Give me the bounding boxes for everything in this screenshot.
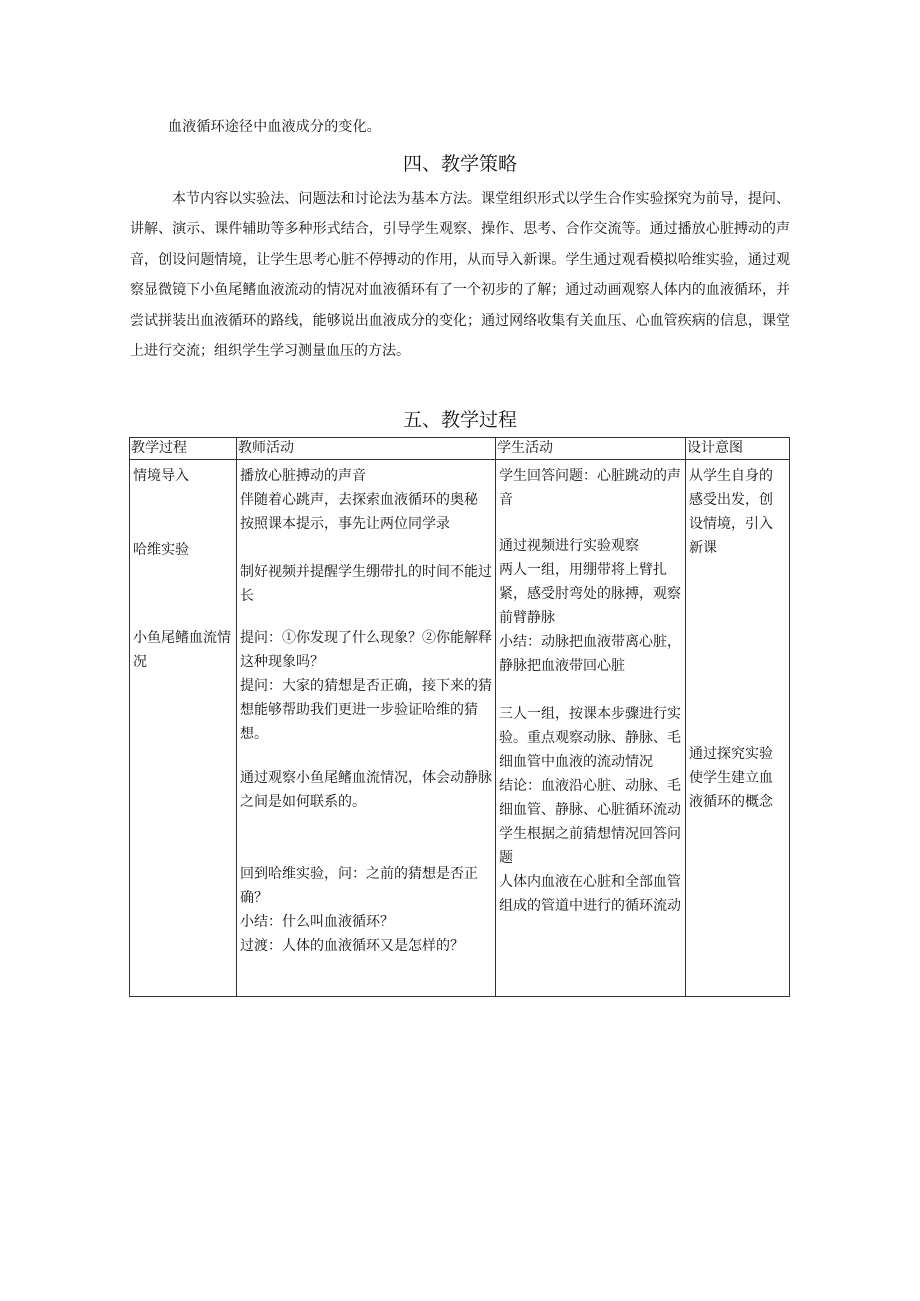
lesson-table [129, 437, 790, 997]
student-activity: 三人一组，按课本步骤进行实验。重点观察动脉、静脉、毛细血管中血液的流动情况 [499, 706, 681, 770]
header-process: 教学过程 [130, 438, 237, 460]
student-activity: 结论：血液沿心脏、动脉、毛细血管、静脉、心脏循环流动 [499, 778, 681, 818]
teacher-activity: 播放心脏搏动的声音 [240, 468, 366, 484]
process-step: 小鱼尾鳍血流情况 [133, 630, 231, 670]
student-cell [496, 460, 686, 997]
section5-title: 五、教学过程 [402, 409, 517, 431]
header-student: 学生活动 [496, 438, 686, 460]
process-step: 情境导入 [133, 468, 189, 484]
process-step: 哈维实验 [133, 542, 189, 558]
intro-line: 血液循环途径中血液成分的变化。 [168, 119, 381, 135]
student-activity: 小结：动脉把血液带离心脏，静脉把血液带回心脏 [499, 634, 681, 674]
design-intent: 通过探究实验使学生建立血液循环的概念 [689, 746, 773, 810]
student-activity: 人体内血液在心脏和全部血管组成的管道中进行的循环流动 [499, 874, 681, 914]
teacher-cell [237, 460, 496, 997]
student-activity: 学生根据之前猜想情况回答问题 [499, 826, 681, 866]
intent-cell [686, 460, 790, 997]
student-activity: 通过视频进行实验观察 [499, 538, 639, 554]
design-intent: 从学生自身的感受出发，创设情境，引入新课 [689, 468, 773, 556]
teacher-activity: 提问：①你发现了什么现象？②你能解释这种现象吗？ [240, 630, 492, 670]
teacher-activity: 过渡：人体的血液循环又是怎样的？ [240, 938, 464, 954]
header-intent: 设计意图 [686, 438, 790, 460]
section4-title: 四、教学策略 [402, 153, 517, 175]
process-cell [130, 460, 237, 997]
teacher-activity: 通过观察小鱼尾鳍血流情况，体会动静脉之间是如何联系的。 [240, 770, 492, 810]
teacher-activity: 伴随着心跳声，去探索血液循环的奥秘 [240, 492, 478, 508]
teacher-activity: 提问：大家的猜想是否正确，接下来的猜想能够帮助我们更进一步验证哈维的猜想。 [240, 678, 492, 742]
teacher-activity: 制好视频并提醒学生绷带扎的时间不能过长 [240, 564, 492, 604]
table-row [130, 460, 790, 997]
header-teacher: 教师活动 [237, 438, 496, 460]
teacher-activity: 回到哈维实验，问：之前的猜想是否正确？ [240, 866, 478, 906]
section4-paragraph: 本节内容以实验法、问题法和讨论法为基本方法。课堂组织形式以学生合作实验探究为前导，提问、讲解、演示、课件辅助等多种形式结合，引导学生观察、操作、思考、合作交流等。通过播放心脏搏动的声音，创设问题情境，让学生思考心脏不停搏动的作用，从而导入新课。学生通过观看模拟哈维实验，通过观察显微镜下小鱼尾鳍血液流动的情况对血液循环有了一个初步的了解；通过动画观察人体内的血液循环，并尝试拼装出血液循环的路线，能够说出血液成分的变化；通过网络收集有关血压、心血管疾病的信息，课堂上进行交流；组织学生学习测量血压的方法。 [130, 191, 790, 360]
teacher-activity: 小结：什么叫血液循环？ [240, 914, 394, 930]
teacher-activity: 按照课本提示，事先让两位同学录 [240, 516, 450, 532]
student-activity: 学生回答问题：心脏跳动的声音 [499, 468, 681, 508]
table-header-row [130, 438, 790, 460]
student-activity: 两人一组，用绷带将上臂扎紧，感受肘弯处的脉搏，观察前臂静脉 [499, 562, 681, 626]
